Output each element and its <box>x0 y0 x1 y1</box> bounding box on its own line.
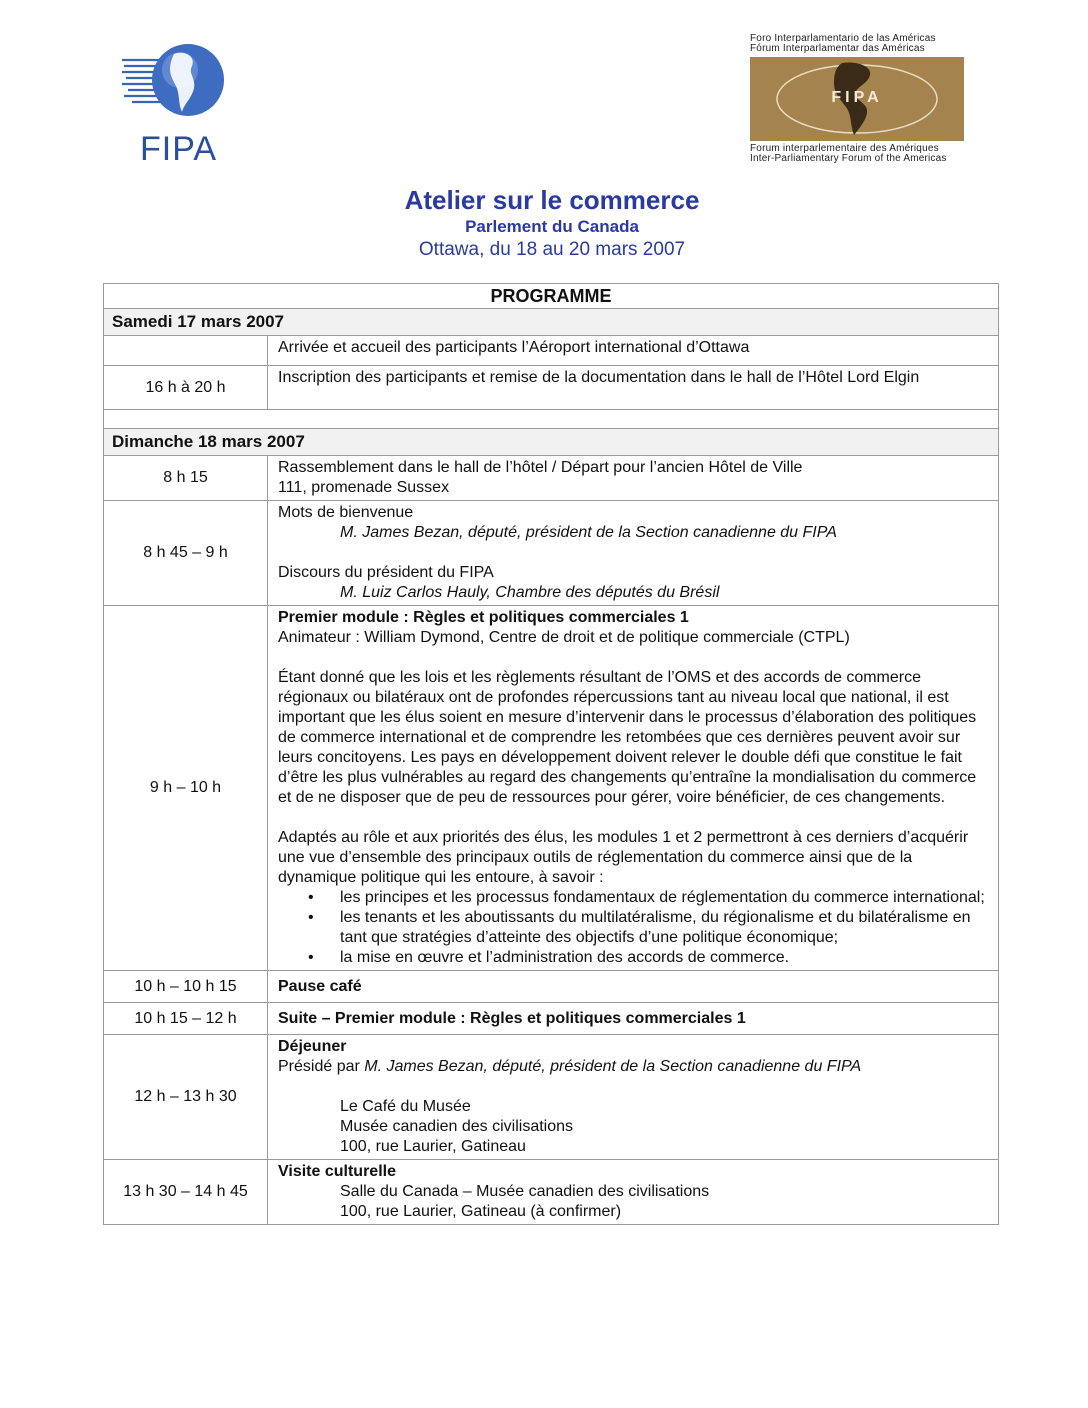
venue-address: 100, rue Laurier, Gatineau <box>340 1138 526 1155</box>
day-label-saturday: Samedi 17 mars 2007 <box>104 309 999 336</box>
activity-address: 111, promenade Sussex <box>278 479 450 496</box>
time-cell: 16 h à 20 h <box>104 366 268 410</box>
fipa-logo-right <box>750 34 972 162</box>
document-header <box>0 184 1088 262</box>
blank-line <box>278 648 992 668</box>
table-row <box>104 456 999 501</box>
logo-line-portuguese: Fórum Interparlamentar das Américas <box>750 43 925 54</box>
time-cell: 8 h 15 <box>104 456 268 501</box>
venue-museum: Musée canadien des civilisations <box>340 1118 574 1135</box>
activity-cell <box>268 501 999 606</box>
visit-heading: Visite culturelle <box>278 1163 396 1180</box>
document-subtitle: Parlement du Canada <box>465 217 639 236</box>
activity-line: Rassemblement dans le hall de l’hôtel / Départ pour l’ancien Hôtel de Ville <box>278 459 803 476</box>
module-paragraph: Étant donné que les lois et les règlements résultant de l’OMS et des accords de commerce régionaux ou bilatéraux ont de profondes répercussions tant au niveau local que national, il est important que les élus soient en mesure d’intervenir dans le processus d’élaboration des politiques de commerce international et de comprendre les retombées que ces dernières peuvent avoir sur leurs concitoyens. Les pays en développement doivent relever le double défi que constitue le fait d’être les plus vulnérables au regard des changements qu’entraîne la mondialisation du commerce et de ne disposer que de peu de ressources pour gérer, voire bénéficier, de ces changements. <box>278 669 977 806</box>
table-row <box>104 971 999 1003</box>
table-row <box>104 606 999 971</box>
table-row <box>104 1035 999 1160</box>
module-paragraph: Adaptés au rôle et aux priorités des élus, les modules 1 et 2 permettront à ces derniers d’acquérir une vue d’ensemble des principaux outils de réglementation du commerce ainsi que de la dynamique politique qui les entoure, à savoir : <box>278 829 969 886</box>
program-heading: PROGRAMME <box>104 284 999 309</box>
time-cell: 13 h 30 – 14 h 45 <box>104 1160 268 1225</box>
table-row <box>104 336 999 366</box>
blank-line <box>278 543 992 563</box>
welcome-heading: Mots de bienvenue <box>278 504 414 521</box>
document-location-dates: Ottawa, du 18 au 20 mars 2007 <box>418 239 686 260</box>
visit-place: Salle du Canada – Musée canadien des civilisations <box>340 1183 710 1200</box>
activity-cell <box>268 1160 999 1225</box>
activity-cell: Arrivée et accueil des participants l’Aéroport international d’Ottawa <box>268 336 999 366</box>
day-header-row <box>104 309 999 336</box>
spacer-cell <box>104 410 999 429</box>
fipa-logo-left <box>120 34 230 168</box>
table-row <box>104 1003 999 1035</box>
list-item: • les tenants et les aboutissants du multilatéralisme, du régionalisme et du bilatéralisme en tant que stratégies d’atteinte des objectifs d’une politique économique; <box>340 908 992 948</box>
venue-name: Le Café du Musée <box>340 1098 471 1115</box>
lunch-chair <box>278 1057 992 1077</box>
americas-map-emblem <box>750 57 964 141</box>
day-label-sunday: Dimanche 18 mars 2007 <box>104 429 999 456</box>
table-row <box>104 1160 999 1225</box>
program-table <box>103 283 999 1225</box>
welcome-speaker: M. James Bezan, député, président de la Section canadienne du FIPA <box>340 524 837 541</box>
fipa-wordmark: FIPA <box>140 130 218 168</box>
module-title: Premier module : Règles et politiques commerciales 1 <box>278 609 689 626</box>
chair-prefix: Présidé par <box>278 1058 365 1075</box>
logo-line-english: Inter-Parliamentary Forum of the Americas <box>750 153 947 164</box>
program-heading-row <box>104 284 999 309</box>
module-bullet-list <box>278 888 992 968</box>
day-header-row <box>104 429 999 456</box>
time-cell: 9 h – 10 h <box>104 606 268 971</box>
logo-line-spanish: Foro Interparlamentario de las Américas <box>750 33 936 44</box>
table-row <box>104 501 999 606</box>
logo-line-french: Forum interparlementaire des Amériques <box>750 143 939 154</box>
speech-speaker: M. Luiz Carlos Hauly, Chambre des députés du Brésil <box>340 584 720 601</box>
activity-cell: Pause café <box>268 971 999 1003</box>
time-cell: 12 h – 13 h 30 <box>104 1035 268 1160</box>
visit-address: 100, rue Laurier, Gatineau (à confirmer) <box>340 1203 622 1220</box>
speech-heading: Discours du président du FIPA <box>278 564 494 581</box>
time-cell: 8 h 45 – 9 h <box>104 501 268 606</box>
document-title: Atelier sur le commerce <box>404 185 700 215</box>
module-moderator: Animateur : William Dymond, Centre de droit et de politique commerciale (CTPL) <box>278 629 850 646</box>
list-item: • les principes et les processus fondamentaux de réglementation du commerce international; <box>340 888 992 908</box>
list-item: • la mise en œuvre et l’administration des accords de commerce. <box>340 948 992 968</box>
time-cell: 10 h – 10 h 15 <box>104 971 268 1003</box>
chair-name: M. James Bezan, député, président de la Section canadienne du FIPA <box>364 1058 862 1075</box>
globe-icon <box>122 34 226 130</box>
activity-cell <box>268 606 999 971</box>
spacer-row <box>104 410 999 429</box>
time-cell: 10 h 15 – 12 h <box>104 1003 268 1035</box>
blank-line <box>278 808 992 828</box>
fipa-emblem-text: FIPA <box>831 89 883 106</box>
blank-line <box>278 1077 992 1097</box>
activity-cell <box>268 456 999 501</box>
activity-cell: Inscription des participants et remise de la documentation dans le hall de l’Hôtel Lord Elgin <box>268 366 999 410</box>
activity-cell: Suite – Premier module : Règles et politiques commerciales 1 <box>268 1003 999 1035</box>
time-cell <box>104 336 268 366</box>
table-row <box>104 366 999 410</box>
lunch-heading: Déjeuner <box>278 1038 347 1055</box>
activity-cell <box>268 1035 999 1160</box>
